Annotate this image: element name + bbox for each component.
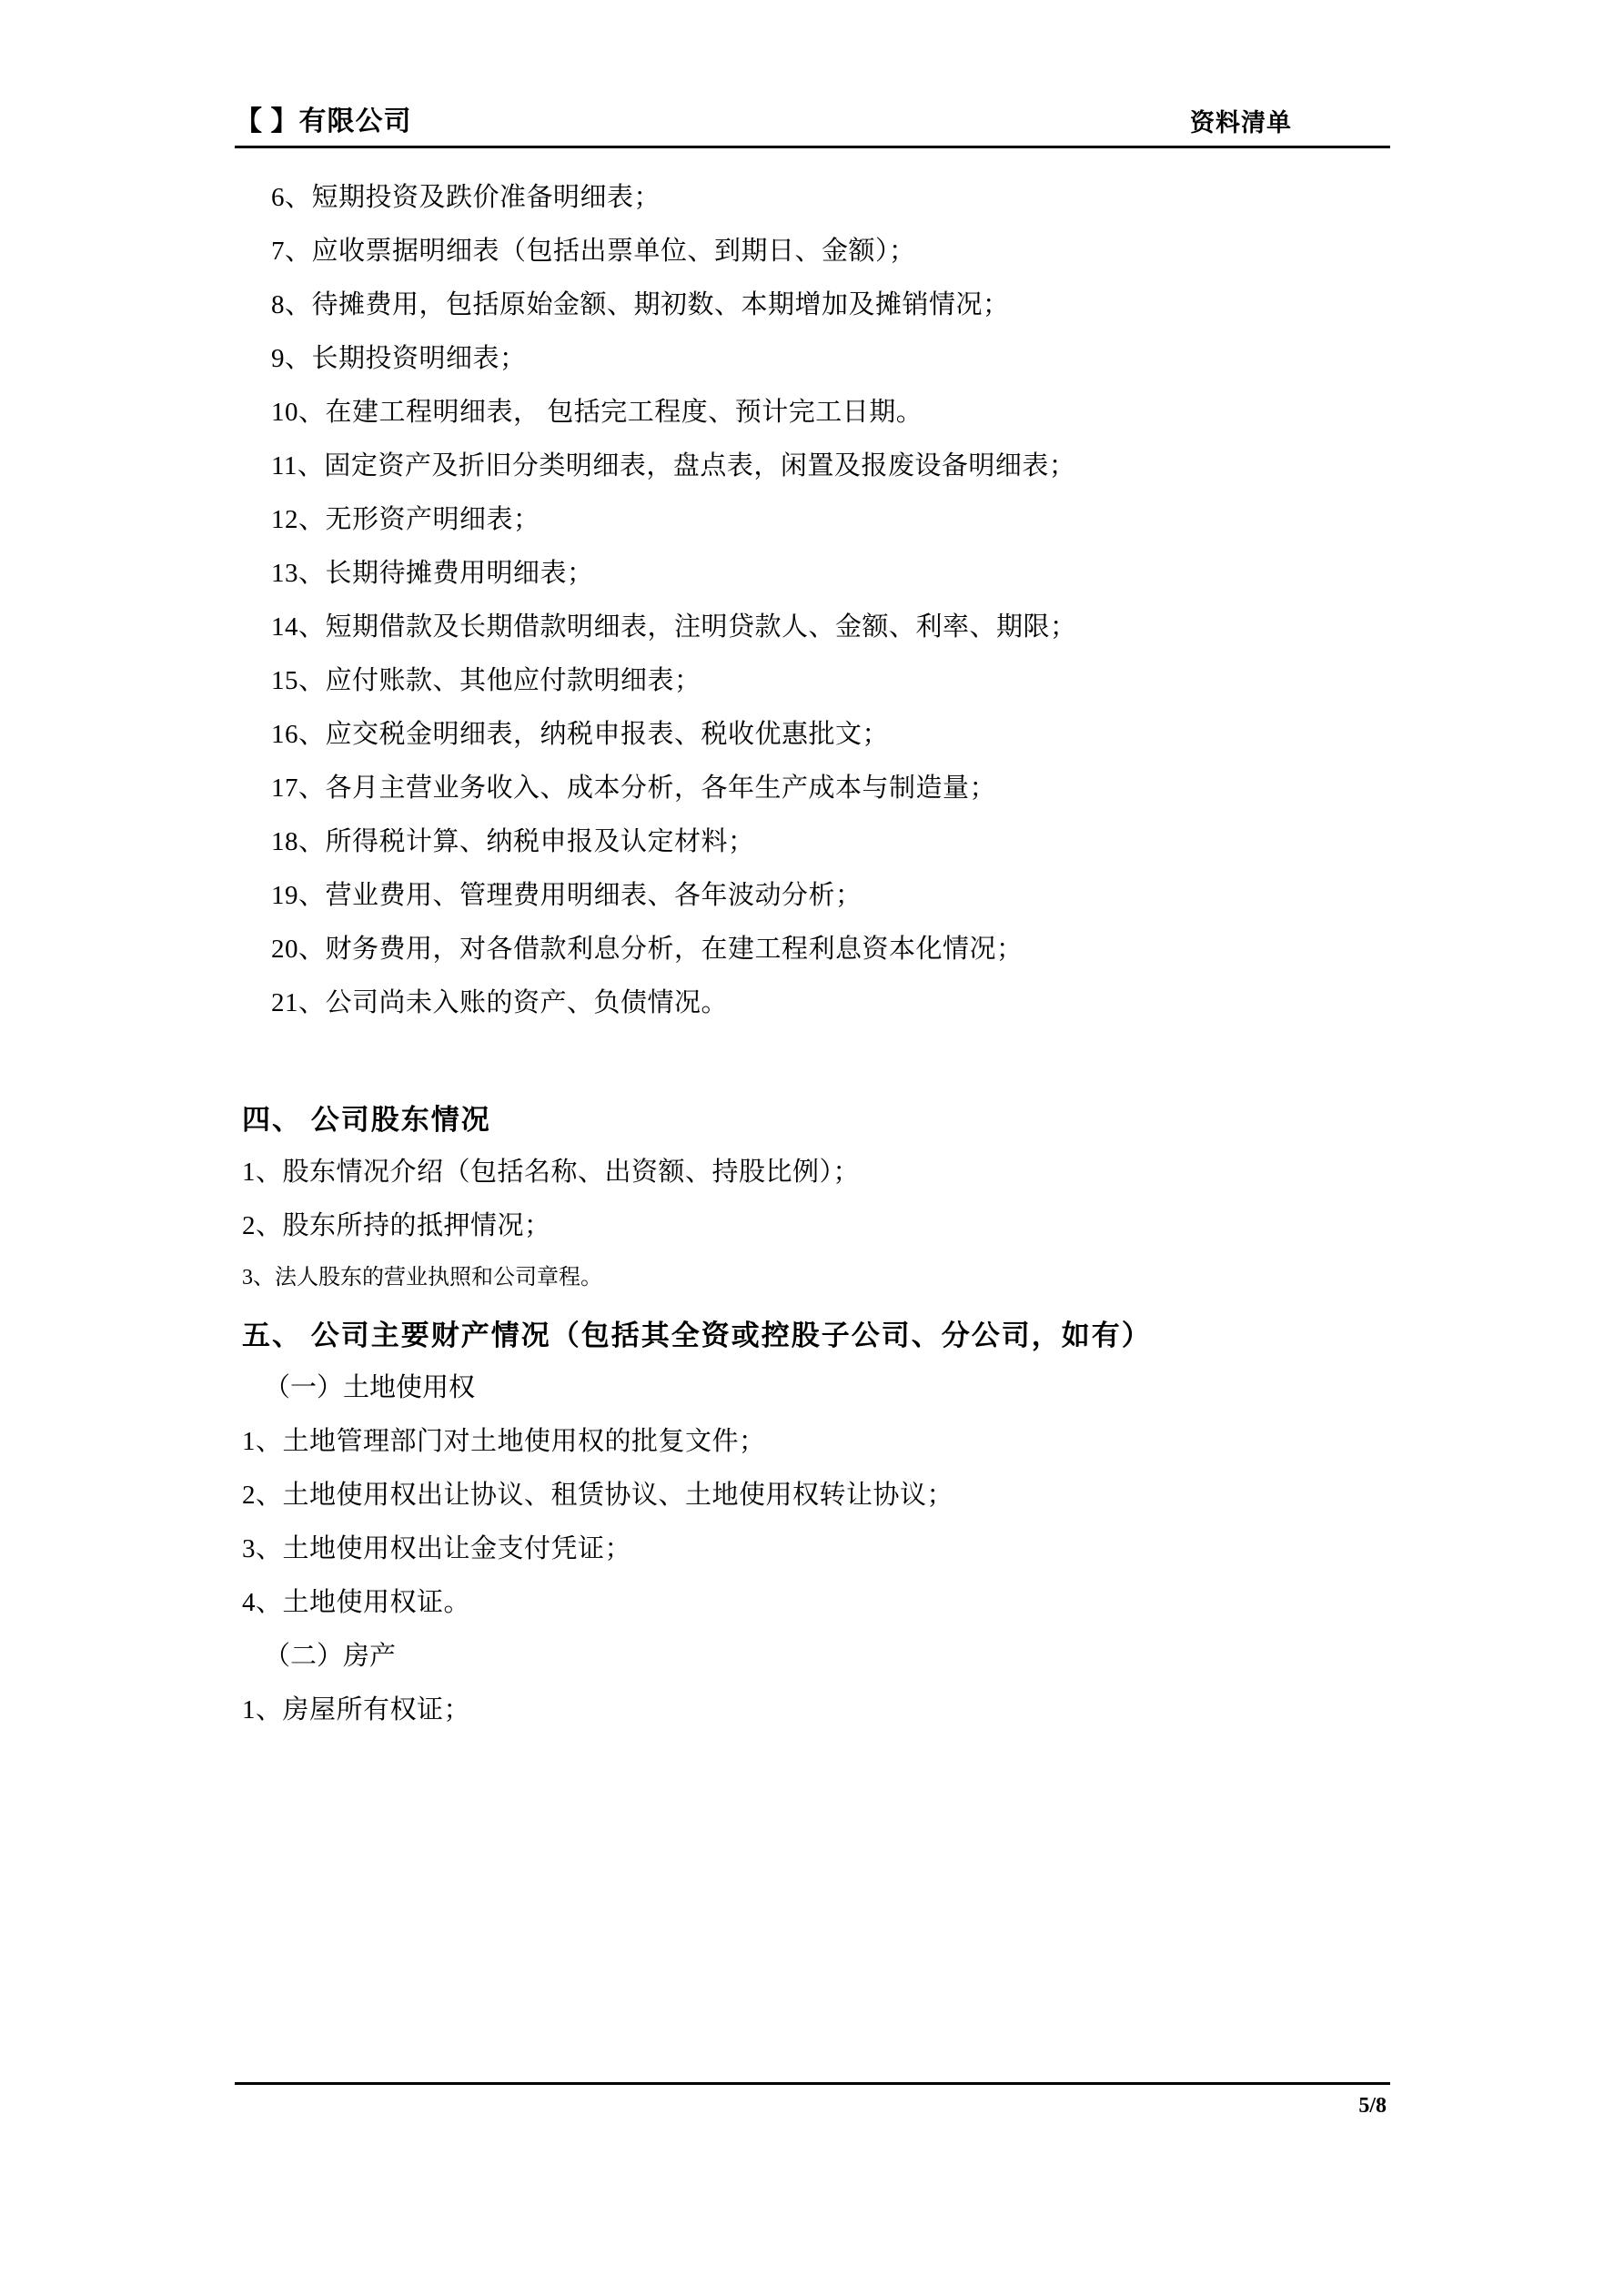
subsection-heading-one: （一）土地使用权: [264, 1373, 476, 1402]
section-heading-five: 五、 公司主要财产情况（包括其全资或控股子公司、分公司，如有）: [242, 1320, 1152, 1351]
list-item: 1、土地管理部门对土地使用权的批复文件；: [242, 1427, 766, 1456]
list-item: 12、无形资产明细表；: [271, 505, 540, 534]
list-item: 3、土地使用权出让金支付凭证；: [242, 1534, 632, 1563]
list-item: 7、应收票据明细表（包括出票单位、到期日、金额）；: [271, 237, 916, 266]
list-item: 20、财务费用，对各借款利息分析，在建工程利息资本化情况；: [271, 935, 1024, 964]
list-item: 10、在建工程明细表， 包括完工程度、预计完工日期。: [271, 398, 923, 427]
page-number: 5/8: [1358, 2094, 1387, 2118]
list-item: 19、营业费用、管理费用明细表、各年波动分析；: [271, 881, 862, 910]
list-item: 8、待摊费用，包括原始金额、期初数、本期增加及摊销情况；: [271, 290, 1010, 319]
list-item: 1、股东情况介绍（包括名称、出资额、持股比例）；: [242, 1158, 861, 1187]
header-company-name: 【 】有限公司: [235, 106, 412, 137]
list-item: 4、土地使用权证。: [242, 1588, 471, 1617]
list-item: 2、股东所持的抵押情况；: [242, 1211, 551, 1240]
page-content: [235, 98, 1390, 1751]
list-item: 3、法人股东的营业执照和公司章程。: [242, 1266, 602, 1290]
section-spacer: [235, 1044, 1390, 1097]
list-item: 15、应付账款、其他应付款明细表；: [271, 666, 701, 695]
list-item: 16、应交税金明细表，纳税申报表、税收优惠批文；: [271, 720, 890, 749]
section-heading-four: 四、 公司股东情况: [242, 1104, 491, 1136]
list-item: 1、房屋所有权证；: [242, 1695, 471, 1725]
header-document-title: 资料清单: [1190, 109, 1292, 137]
header-divider: [235, 146, 1390, 148]
list-item: 14、短期借款及长期借款明细表，注明贷款人、金额、利率、期限；: [271, 612, 1077, 642]
list-item: 6、短期投资及跌价准备明细表；: [271, 183, 661, 212]
list-item: 9、长期投资明细表；: [271, 344, 527, 373]
subsection-heading-two: （二）房产: [264, 1642, 397, 1671]
list-item: 21、公司尚未入账的资产、负债情况。: [271, 988, 729, 1017]
list-item: 13、长期待摊费用明细表；: [271, 559, 594, 588]
list-item: 2、土地使用权出让协议、租赁协议、土地使用权转让协议；: [242, 1481, 954, 1510]
document-footer: [235, 2082, 1390, 2119]
document-header: [235, 98, 1390, 146]
list-item: 17、各月主营业务收入、成本分析，各年生产成本与制造量；: [271, 774, 997, 803]
list-item: 11、固定资产及折旧分类明细表，盘点表，闲置及报废设备明细表；: [271, 451, 1076, 480]
list-item: 18、所得税计算、纳税申报及认定材料；: [271, 827, 755, 856]
